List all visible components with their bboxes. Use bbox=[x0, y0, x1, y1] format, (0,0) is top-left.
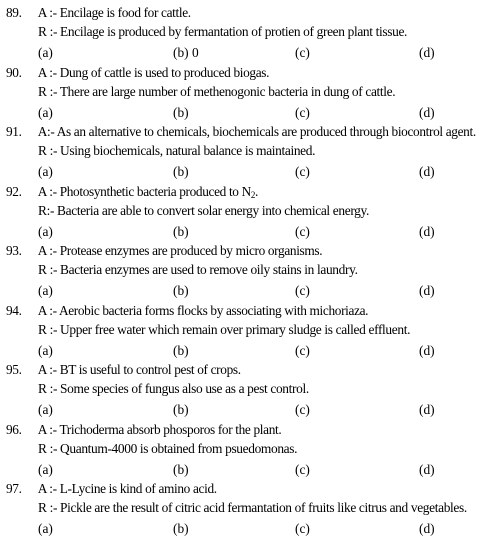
option-a[interactable]: (a) bbox=[38, 223, 53, 239]
option-d[interactable]: (d) bbox=[419, 461, 435, 477]
reason-text: R :- Pickle are the result of citric acid fermantation of fruits like citrus and vegetables. bbox=[38, 500, 467, 515]
question-number: 93. bbox=[5, 243, 22, 258]
assertion-main: A :- Aerobic bacteria forms flocks by associating with michoriaza. bbox=[37, 302, 369, 318]
option-b[interactable]: (b) bbox=[173, 283, 189, 298]
reason-text: R :- There are large number of methenogonic bacteria in dung of cattle. bbox=[38, 83, 396, 99]
option-d[interactable]: (d) bbox=[419, 521, 435, 536]
option-d[interactable]: (d) bbox=[419, 164, 435, 179]
option-a[interactable]: (a) bbox=[38, 104, 53, 120]
question-item bbox=[0, 361, 495, 420]
option-d[interactable]: (d) bbox=[419, 45, 435, 60]
answer-options bbox=[0, 44, 495, 62]
assertion-main: A :- L-Lycine is kind of amino acid. bbox=[37, 481, 217, 496]
option-b[interactable]: (b) 0 bbox=[173, 45, 199, 60]
option-c[interactable]: (c) bbox=[295, 104, 310, 120]
reason-text: R :- Encilage is produced by fermantation of protien of green plant tissue. bbox=[38, 24, 408, 39]
option-d[interactable]: (d) bbox=[419, 104, 435, 120]
option-c[interactable]: (c) bbox=[295, 342, 310, 358]
assertion-text bbox=[38, 480, 217, 498]
answer-options bbox=[0, 461, 495, 479]
option-a[interactable]: (a) bbox=[38, 283, 53, 298]
option-c[interactable]: (c) bbox=[295, 45, 310, 60]
question-item bbox=[0, 421, 495, 480]
option-a[interactable]: (a) bbox=[38, 45, 53, 60]
answer-options bbox=[0, 401, 495, 419]
option-c[interactable]: (c) bbox=[295, 521, 310, 536]
assertion-main: A :- BT is useful to control pest of crops. bbox=[37, 362, 241, 377]
option-d[interactable]: (d) bbox=[419, 223, 435, 239]
question-item bbox=[0, 4, 495, 63]
question-number: 94. bbox=[5, 302, 22, 318]
assertion-main: A :- Dung of cattle is used to produced biogas. bbox=[37, 64, 270, 80]
question-number: 90. bbox=[5, 64, 22, 80]
assertion-text bbox=[38, 302, 368, 320]
option-c[interactable]: (c) bbox=[295, 223, 310, 239]
answer-options bbox=[0, 223, 495, 241]
option-b[interactable]: (b) bbox=[173, 521, 189, 536]
answer-options bbox=[0, 520, 495, 538]
assertion-text bbox=[38, 421, 282, 439]
reason-text: R :- Bacteria enzymes are used to remove oily stains in laundry. bbox=[38, 262, 358, 277]
assertion-text bbox=[38, 361, 241, 379]
assertion-tail: . bbox=[254, 183, 258, 199]
question-number: 89. bbox=[5, 5, 22, 20]
reason-text: R :- Using biochemicals, natural balance is maintained. bbox=[38, 143, 316, 158]
question-item bbox=[0, 302, 495, 361]
assertion-main: A :- Photosynthetic bacteria produced to N bbox=[37, 183, 251, 199]
option-b[interactable]: (b) bbox=[173, 223, 189, 239]
option-b[interactable]: (b) bbox=[173, 461, 189, 477]
reason-text: R :- Upper free water which remain over primary sludge is called effluent. bbox=[38, 321, 411, 337]
option-d[interactable]: (d) bbox=[419, 342, 435, 358]
assertion-subscript: 2 bbox=[250, 189, 255, 200]
option-a[interactable]: (a) bbox=[38, 461, 53, 477]
option-c[interactable]: (c) bbox=[295, 461, 310, 477]
option-b[interactable]: (b) bbox=[173, 164, 189, 179]
answer-options bbox=[0, 282, 495, 300]
answer-options bbox=[0, 104, 495, 122]
reason-text: R:- Bacteria are able to convert solar energy into chemical energy. bbox=[38, 202, 370, 218]
question-number: 97. bbox=[5, 481, 22, 496]
option-a[interactable]: (a) bbox=[38, 342, 53, 358]
option-d[interactable]: (d) bbox=[419, 402, 435, 417]
option-a[interactable]: (a) bbox=[38, 164, 53, 179]
assertion-main: A :- Trichoderma absorb phosporos for the plant. bbox=[37, 421, 282, 437]
assertion-text bbox=[38, 242, 322, 260]
question-item bbox=[0, 64, 495, 123]
option-a[interactable]: (a) bbox=[38, 521, 53, 536]
assertion-text bbox=[38, 4, 191, 22]
assertion-main: A :- Protease enzymes are produced by micro organisms. bbox=[37, 243, 323, 258]
question-item bbox=[0, 123, 495, 182]
option-c[interactable]: (c) bbox=[295, 402, 310, 417]
assertion-main: A:- As an alternative to chemicals, biochemicals are produced through biocontrol agent. bbox=[37, 124, 476, 139]
question-item bbox=[0, 242, 495, 301]
assertion-text bbox=[38, 64, 269, 82]
option-d[interactable]: (d) bbox=[419, 283, 435, 298]
reason-text: R :- Quantum-4000 is obtained from psuedomonas. bbox=[38, 440, 298, 456]
question-number: 96. bbox=[5, 421, 22, 437]
question-item bbox=[0, 480, 495, 539]
assertion-text bbox=[38, 183, 258, 204]
reason-text: R :- Some species of fungus also use as a pest control. bbox=[38, 381, 309, 396]
question-number: 91. bbox=[5, 124, 22, 139]
question-item bbox=[0, 183, 495, 242]
option-c[interactable]: (c) bbox=[295, 283, 310, 298]
option-b[interactable]: (b) bbox=[173, 402, 189, 417]
answer-options bbox=[0, 163, 495, 181]
option-a[interactable]: (a) bbox=[38, 402, 53, 417]
question-number: 95. bbox=[5, 362, 22, 377]
assertion-main: A :- Encilage is food for cattle. bbox=[37, 5, 191, 20]
option-c[interactable]: (c) bbox=[295, 164, 310, 179]
answer-options bbox=[0, 342, 495, 360]
option-b[interactable]: (b) bbox=[173, 104, 189, 120]
option-b[interactable]: (b) bbox=[173, 342, 189, 358]
assertion-text bbox=[38, 123, 476, 141]
question-number: 92. bbox=[5, 183, 22, 199]
